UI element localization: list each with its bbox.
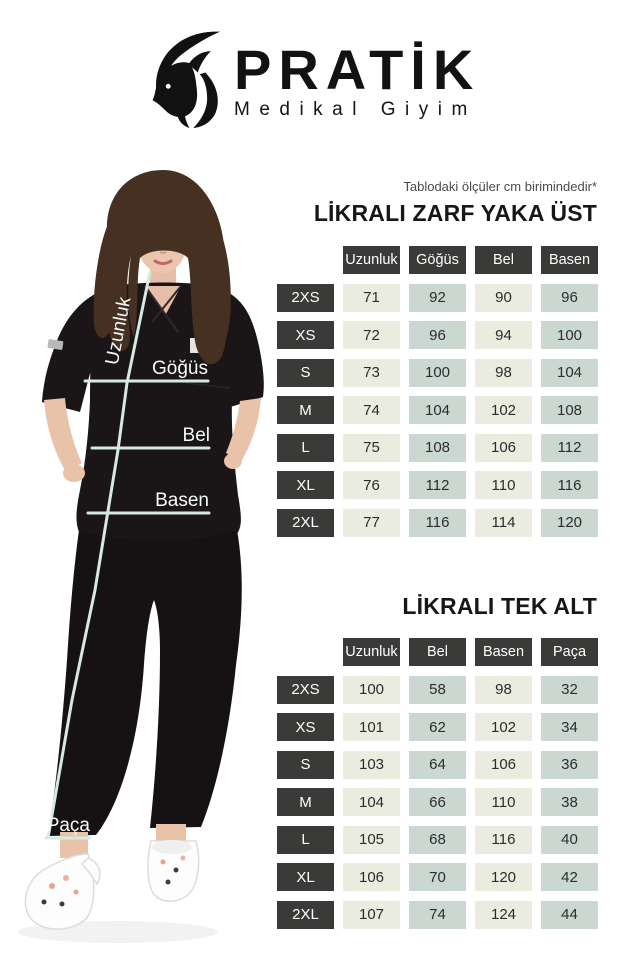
measurement-value: 64 bbox=[409, 751, 466, 779]
measurement-value: 74 bbox=[343, 396, 400, 424]
measurement-value: 75 bbox=[343, 434, 400, 462]
size-label: S bbox=[277, 359, 334, 387]
table-corner bbox=[277, 246, 334, 274]
measure-label-chest: Göğüs bbox=[152, 358, 208, 379]
measurement-value: 106 bbox=[475, 434, 532, 462]
measurement-value: 90 bbox=[475, 284, 532, 312]
measurement-value: 98 bbox=[475, 359, 532, 387]
size-label: 2XL bbox=[277, 901, 334, 929]
brand-name: PRATİK bbox=[234, 38, 481, 101]
measurement-value: 34 bbox=[541, 713, 598, 741]
measurement-value: 92 bbox=[409, 284, 466, 312]
measurement-value: 116 bbox=[475, 826, 532, 854]
measurement-value: 104 bbox=[343, 788, 400, 816]
measurement-value: 108 bbox=[409, 434, 466, 462]
table-title-bottom: LİKRALI TEK ALT bbox=[402, 593, 597, 619]
size-label: M bbox=[277, 788, 334, 816]
size-table-top bbox=[277, 246, 598, 537]
measurement-value: 106 bbox=[343, 863, 400, 891]
goat-icon bbox=[146, 26, 234, 130]
measurement-value: 112 bbox=[541, 434, 598, 462]
measurement-value: 36 bbox=[541, 751, 598, 779]
measurement-value: 100 bbox=[409, 359, 466, 387]
measure-label-hem: Paça bbox=[46, 815, 90, 836]
brand-subtitle: Medikal Giyim bbox=[234, 99, 477, 120]
column-header: Bel bbox=[475, 246, 532, 274]
measurement-value: 38 bbox=[541, 788, 598, 816]
measurement-value: 100 bbox=[541, 321, 598, 349]
measurement-value: 77 bbox=[343, 509, 400, 537]
size-label: S bbox=[277, 751, 334, 779]
size-label: XS bbox=[277, 321, 334, 349]
measurement-value: 101 bbox=[343, 713, 400, 741]
measurement-value: 103 bbox=[343, 751, 400, 779]
measurement-value: 98 bbox=[475, 676, 532, 704]
measurement-value: 120 bbox=[541, 509, 598, 537]
brand-logo bbox=[146, 26, 480, 130]
measurement-value: 106 bbox=[475, 751, 532, 779]
measurement-value: 74 bbox=[409, 901, 466, 929]
measurement-value: 108 bbox=[541, 396, 598, 424]
clogs bbox=[25, 824, 198, 929]
measure-label-hip: Basen bbox=[155, 490, 209, 511]
column-header: Bel bbox=[409, 638, 466, 666]
column-header: Göğüs bbox=[409, 246, 466, 274]
model-photo bbox=[0, 160, 280, 960]
size-label: 2XS bbox=[277, 676, 334, 704]
measurement-value: 102 bbox=[475, 713, 532, 741]
measurement-value: 70 bbox=[409, 863, 466, 891]
measurement-value: 66 bbox=[409, 788, 466, 816]
table-title-top: LİKRALI ZARF YAKA ÜST bbox=[313, 200, 597, 226]
size-table-bottom bbox=[277, 638, 598, 929]
measurement-value: 112 bbox=[409, 471, 466, 499]
measurement-value: 96 bbox=[541, 284, 598, 312]
measurement-value: 102 bbox=[475, 396, 532, 424]
measure-label-length: Uzunluk bbox=[101, 295, 136, 367]
measurement-value: 104 bbox=[409, 396, 466, 424]
column-header: Basen bbox=[475, 638, 532, 666]
measurement-value: 110 bbox=[475, 788, 532, 816]
size-label: XL bbox=[277, 471, 334, 499]
units-note: Tablodaki ölçüler cm birimindedir* bbox=[403, 179, 597, 194]
measurement-value: 72 bbox=[343, 321, 400, 349]
column-header: Paça bbox=[541, 638, 598, 666]
measurement-value: 105 bbox=[343, 826, 400, 854]
measurement-value: 110 bbox=[475, 471, 532, 499]
measurement-value: 68 bbox=[409, 826, 466, 854]
measurement-value: 104 bbox=[541, 359, 598, 387]
size-label: L bbox=[277, 434, 334, 462]
size-label: 2XS bbox=[277, 284, 334, 312]
measurement-value: 107 bbox=[343, 901, 400, 929]
measurement-value: 124 bbox=[475, 901, 532, 929]
column-header: Uzunluk bbox=[343, 246, 400, 274]
size-label: 2XL bbox=[277, 509, 334, 537]
size-label: XL bbox=[277, 863, 334, 891]
measurement-value: 58 bbox=[409, 676, 466, 704]
column-header: Basen bbox=[541, 246, 598, 274]
measure-label-waist: Bel bbox=[182, 425, 210, 446]
measurement-value: 96 bbox=[409, 321, 466, 349]
measurement-value: 116 bbox=[541, 471, 598, 499]
measurement-value: 44 bbox=[541, 901, 598, 929]
measurement-value: 114 bbox=[475, 509, 532, 537]
measurement-value: 73 bbox=[343, 359, 400, 387]
table-corner bbox=[277, 638, 334, 666]
size-label: L bbox=[277, 826, 334, 854]
measurement-value: 42 bbox=[541, 863, 598, 891]
brand-text bbox=[234, 26, 480, 121]
measurement-value: 116 bbox=[409, 509, 466, 537]
measurement-value: 94 bbox=[475, 321, 532, 349]
measurement-value: 71 bbox=[343, 284, 400, 312]
measurement-value: 40 bbox=[541, 826, 598, 854]
scrub-top bbox=[42, 283, 264, 546]
measurement-value: 76 bbox=[343, 471, 400, 499]
measurement-value: 100 bbox=[343, 676, 400, 704]
size-label: M bbox=[277, 396, 334, 424]
measurement-value: 32 bbox=[541, 676, 598, 704]
measurement-value: 62 bbox=[409, 713, 466, 741]
size-label: XS bbox=[277, 713, 334, 741]
column-header: Uzunluk bbox=[343, 638, 400, 666]
measurement-value: 120 bbox=[475, 863, 532, 891]
